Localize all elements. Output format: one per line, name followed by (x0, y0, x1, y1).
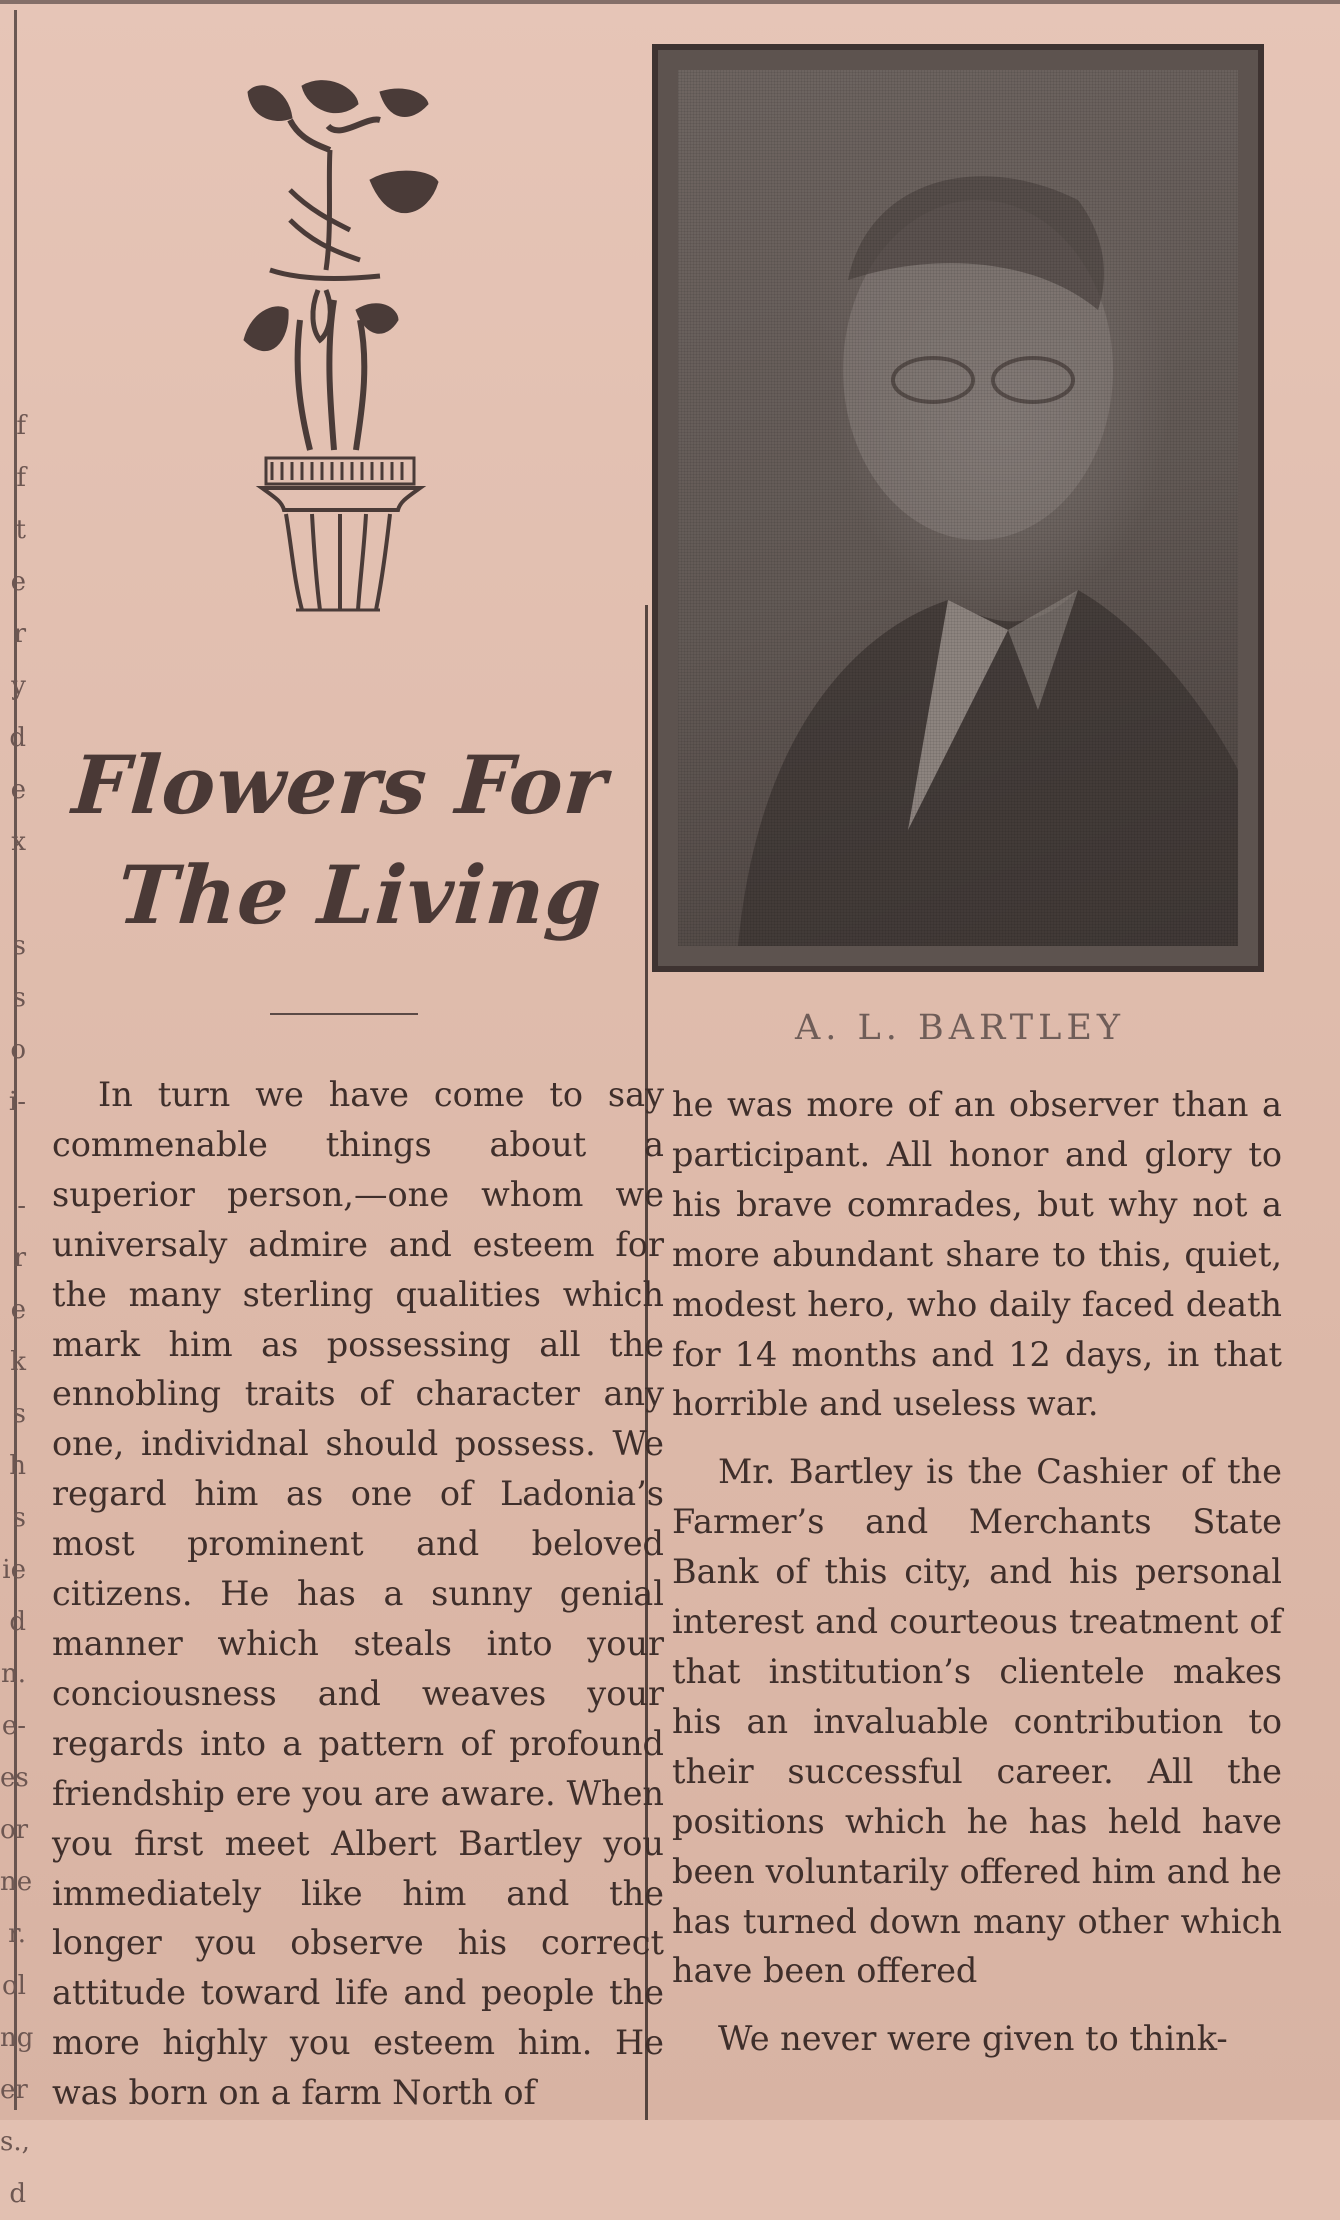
adjacent-column-fragment (0, 400, 34, 2220)
edge-letter: es (0, 1763, 29, 1793)
edge-letter: d (9, 723, 26, 753)
edge-letter: k (10, 1347, 26, 1377)
article-paragraph: he was more of an observer than a participant. All honor and glory to his brave comrades, but why not a more abundant share to this, quiet, modest hero, who daily faced death for 14 months and 12 days, in that horrible and useless war. (672, 1085, 1282, 1424)
edge-letter: f (16, 411, 26, 441)
edge-letter: e (10, 567, 26, 597)
edge-letter: ie (2, 1555, 26, 1585)
edge-letter: ng (0, 2023, 34, 2053)
edge-letter: s (12, 983, 26, 1013)
edge-letter: x (11, 827, 26, 857)
halftone-texture (678, 70, 1238, 946)
edge-letter: r (13, 619, 26, 649)
edge-letter: y (11, 671, 26, 701)
edge-letter: e- (1, 1711, 26, 1741)
portrait-photo (652, 44, 1264, 972)
article-paragraph: Mr. Bartley is the Cashier of the Farmer’s and Merchants State Bank of this city, and his personal interest and courteous treatment of that institution’s clientele makes his an invaluable contribution to their successful career. All the positions which he has held have been voluntarily offered him and he has turned down many other which have been offered (672, 1452, 1282, 1991)
flower-vase-ornament-icon (230, 70, 450, 660)
photo-caption: A. L. BARTLEY (795, 1008, 1125, 1048)
edge-letter: s (12, 1399, 26, 1429)
edge-letter: r. (8, 1919, 26, 1949)
edge-letter: d (9, 2179, 26, 2209)
edge-letter: t (15, 515, 26, 545)
top-column-rule (0, 0, 1340, 4)
article-left-column (52, 1070, 664, 2118)
edge-letter (0, 868, 26, 920)
edge-letter: d (9, 1607, 26, 1637)
edge-letter: f (16, 463, 26, 493)
edge-letter: s (12, 1503, 26, 1533)
edge-letter: o (10, 1035, 26, 1065)
edge-letter: s., (0, 2127, 30, 2157)
edge-letter: n. (0, 1659, 26, 1689)
article-right-column (672, 1080, 1282, 2064)
edge-letter: er (0, 2075, 28, 2105)
headline-line-1: Flowers For (69, 738, 611, 832)
headline (60, 730, 620, 950)
article-paragraph: We never were given to think- (718, 2019, 1228, 2059)
edge-letter: i- (8, 1087, 26, 1117)
edge-letter: or (0, 1815, 29, 1845)
edge-letter: s (12, 931, 26, 961)
edge-letter (0, 1128, 26, 1180)
edge-letter: ne (0, 1867, 33, 1897)
edge-letter: ol (2, 1971, 26, 2001)
edge-letter: e (10, 1295, 26, 1325)
edge-letter: e (10, 775, 26, 805)
edge-letter: r (13, 1243, 26, 1273)
edge-letter: - (17, 1191, 26, 1221)
headline-line-2: The Living (114, 848, 606, 942)
headline-divider (270, 1013, 418, 1021)
edge-letter: h (9, 1451, 26, 1481)
article-paragraph: In turn we have come to say commenable things about a superior person,—one whom we universaly admire and esteem for the many sterling qualities which mark him as possessing all the ennobling traits of character any one, individnal should possess. We regard him as one of Ladonia’s most prominent and beloved citizens. He has a sunny genial manner which steals into your conciousness and weaves your regards into a pattern of profound friendship ere you are aware. When you first meet Albert Bartley you immediately like him and the longer you observe his correct attitude toward life and people the more highly you esteem him. He was born on a farm North of (52, 1075, 664, 2113)
